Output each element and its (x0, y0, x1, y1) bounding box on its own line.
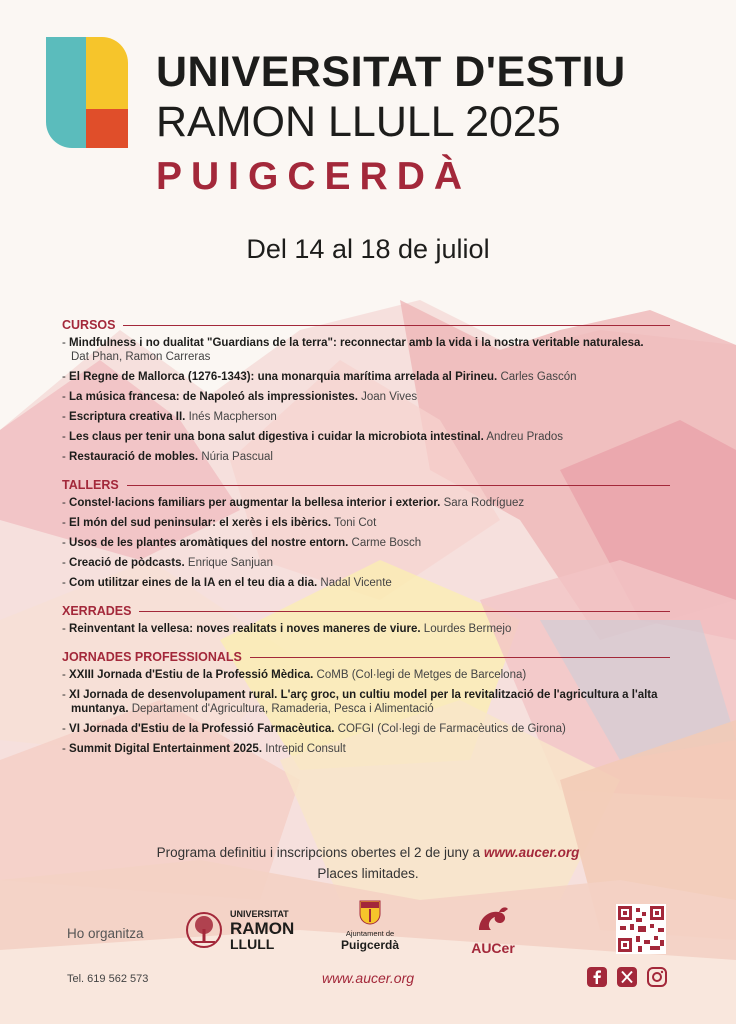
program-item: - Les claus per tenir una bona salut digestiva i cuidar la microbiota intestinal. Andreu Prados (62, 431, 564, 443)
item-title: La música francesa: de Napoleó als impressionistes. (69, 391, 358, 403)
instagram-icon[interactable] (647, 967, 667, 987)
url-logo-line1: UNIVERSITAT (230, 909, 289, 919)
ajuntament-line1: Ajuntament de (345, 929, 395, 938)
item-authors: Andreu Prados (486, 431, 564, 443)
section-divider (250, 657, 670, 658)
swan-icon (475, 904, 511, 934)
section-divider (139, 611, 670, 612)
item-authors: Sara Rodríguez (443, 497, 525, 509)
item-title: Les claus per tenir una bona salut digestiva i cuidar la microbiota intestinal. (69, 431, 484, 443)
program-item: - Escriptura creativa II. Inés Macpherson (62, 411, 277, 423)
item-authors: Inés Macpherson (188, 411, 277, 423)
website-link[interactable]: www.aucer.org (321, 970, 415, 986)
item-title: Constel·lacions familiars per augmentar la bellesa interior i exterior. (69, 497, 441, 509)
item-title: El món del sud peninsular: el xerès i els ibèrics. (69, 517, 332, 529)
program-item: - Constel·lacions familiars per augmentar la bellesa interior i exterior. Sara Rodríguez (62, 497, 525, 509)
item-title: Mindfulness i no dualitat "Guardians de la terra": reconnectar amb la vida i la nostra veritable naturalesa. (69, 337, 644, 349)
item-authors: Carles Gascón (500, 371, 577, 383)
section-header (62, 650, 670, 664)
item-authors: Nadal Vicente (320, 577, 392, 589)
program-list (62, 318, 670, 762)
program-item: - Creació de pòdcasts. Enrique Sanjuan (62, 557, 273, 569)
limited-places: Places limitades. (317, 866, 419, 881)
program-item: - XI Jornada de desenvolupament rural. L'arç groc, un cultiu model per la revitalització de l'agricultura a l'alta muntanya. Departament d'Agricultura, Ramaderia, Pesca i Alimentació (62, 689, 658, 715)
section-item-list (62, 496, 670, 590)
ajuntament-line2: Puigcerdà (340, 938, 400, 952)
program-item: - El Regne de Mallorca (1276-1343): una monarquia marítima arrelada al Pirineu. Carles Gascón (62, 371, 577, 383)
url-logo-line2: RAMON (230, 919, 295, 938)
announcement-link[interactable]: www.aucer.org (483, 845, 580, 860)
item-title: El Regne de Mallorca (1276-1343): una monarquia marítima arrelada al Pirineu. (69, 371, 498, 383)
item-title: XI Jornada de desenvolupament rural. L'arç groc, un cultiu model per la revitalització de l'agricultura a l'alta muntanya. (69, 689, 658, 715)
section-item-list (62, 336, 670, 464)
universitat-ramon-llull-logo (185, 905, 305, 955)
item-authors: Enrique Sanjuan (187, 557, 273, 569)
item-title: Reinventant la vellesa: noves realitats i noves maneres de viure. (69, 623, 421, 635)
item-authors: Núria Pascual (201, 451, 273, 463)
item-authors: Toni Cot (334, 517, 377, 529)
item-authors: CoMB (Col·legi de Metges de Barcelona) (316, 669, 527, 681)
coat-of-arms-icon (359, 900, 381, 926)
aucer-text: AUCer (471, 940, 515, 956)
facebook-icon[interactable] (587, 967, 607, 987)
section-header (62, 318, 670, 332)
aucer-logo (458, 904, 528, 956)
title-line-2: RAMON LLULL 2025 (156, 98, 561, 146)
section-header (62, 604, 670, 618)
ajuntament-logo (330, 900, 410, 962)
section-title: TALLERS (62, 478, 119, 492)
item-authors: Lourdes Bermejo (423, 623, 512, 635)
section-item-list (62, 668, 670, 756)
program-item: - VI Jornada d'Estiu de la Professió Farmacèutica. COFGI (Col·legi de Farmacèutics de Girona) (62, 723, 566, 735)
title-line-1: UNIVERSITAT D'ESTIU (156, 48, 626, 96)
program-item: - Reinventant la vellesa: noves realitats i noves maneres de viure. Lourdes Bermejo (62, 623, 512, 635)
program-item: - La música francesa: de Napoleó als impressionistes. Joan Vives (62, 391, 418, 403)
program-item: - El món del sud peninsular: el xerès i els ibèrics. Toni Cot (62, 517, 377, 529)
item-title: Usos de les plantes aromàtiques del nostre entorn. (69, 537, 349, 549)
item-title: Com utilitzar eines de la IA en el teu dia a dia. (69, 577, 318, 589)
city-title: PUIGCERDÀ (156, 155, 472, 198)
section-title: XERRADES (62, 604, 132, 618)
section-title: CURSOS (62, 318, 116, 332)
program-item: - Mindfulness i no dualitat "Guardians de la terra": reconnectar amb la vida i la nostra veritable naturalesa. Dat Phan, Ramon Carreras (62, 336, 670, 364)
announcement (0, 845, 736, 860)
item-authors: Intrepid Consult (265, 743, 346, 755)
phone: Tel. 619 562 573 (67, 973, 149, 985)
event-dates: Del 14 al 18 de juliol (246, 234, 490, 264)
url-logo-line3: LLULL (230, 936, 275, 952)
x-icon[interactable] (617, 967, 637, 987)
section-divider (123, 325, 670, 326)
program-item: - Usos de les plantes aromàtiques del nostre entorn. Carme Bosch (62, 537, 422, 549)
item-title: Escriptura creativa II. (69, 411, 186, 423)
organizer-label: Ho organitza (67, 926, 144, 941)
section-title: JORNADES PROFESSIONALS (62, 650, 242, 664)
section-item-list (62, 622, 670, 636)
qr-code-icon[interactable] (616, 904, 666, 954)
item-authors: COFGI (Col·legi de Farmacèutics de Girona) (337, 723, 566, 735)
item-authors: Joan Vives (361, 391, 418, 403)
item-authors: Dat Phan, Ramon Carreras (71, 351, 211, 363)
logo-mark-icon (46, 37, 128, 148)
program-item: - Restauració de mobles. Núria Pascual (62, 451, 273, 463)
section-divider (127, 485, 670, 486)
item-authors: Departament d'Agricultura, Ramaderia, Pesca i Alimentació (131, 703, 434, 715)
program-item: - Com utilitzar eines de la IA en el teu dia a dia. Nadal Vicente (62, 577, 392, 589)
announcement-text: Programa definitiu i inscripcions obertes el 2 de juny a (156, 845, 481, 860)
item-title: Summit Digital Entertainment 2025. (69, 743, 263, 755)
item-title: XXIII Jornada d'Estiu de la Professió Mèdica. (69, 669, 314, 681)
section-header (62, 478, 670, 492)
item-title: Restauració de mobles. (69, 451, 199, 463)
item-title: VI Jornada d'Estiu de la Professió Farmacèutica. (69, 723, 335, 735)
program-item: - XXIII Jornada d'Estiu de la Professió Mèdica. CoMB (Col·legi de Metges de Barcelona) (62, 669, 527, 681)
tree-icon (185, 911, 223, 949)
item-authors: Carme Bosch (351, 537, 422, 549)
program-item: - Summit Digital Entertainment 2025. Intrepid Consult (62, 743, 346, 755)
item-title: Creació de pòdcasts. (69, 557, 185, 569)
